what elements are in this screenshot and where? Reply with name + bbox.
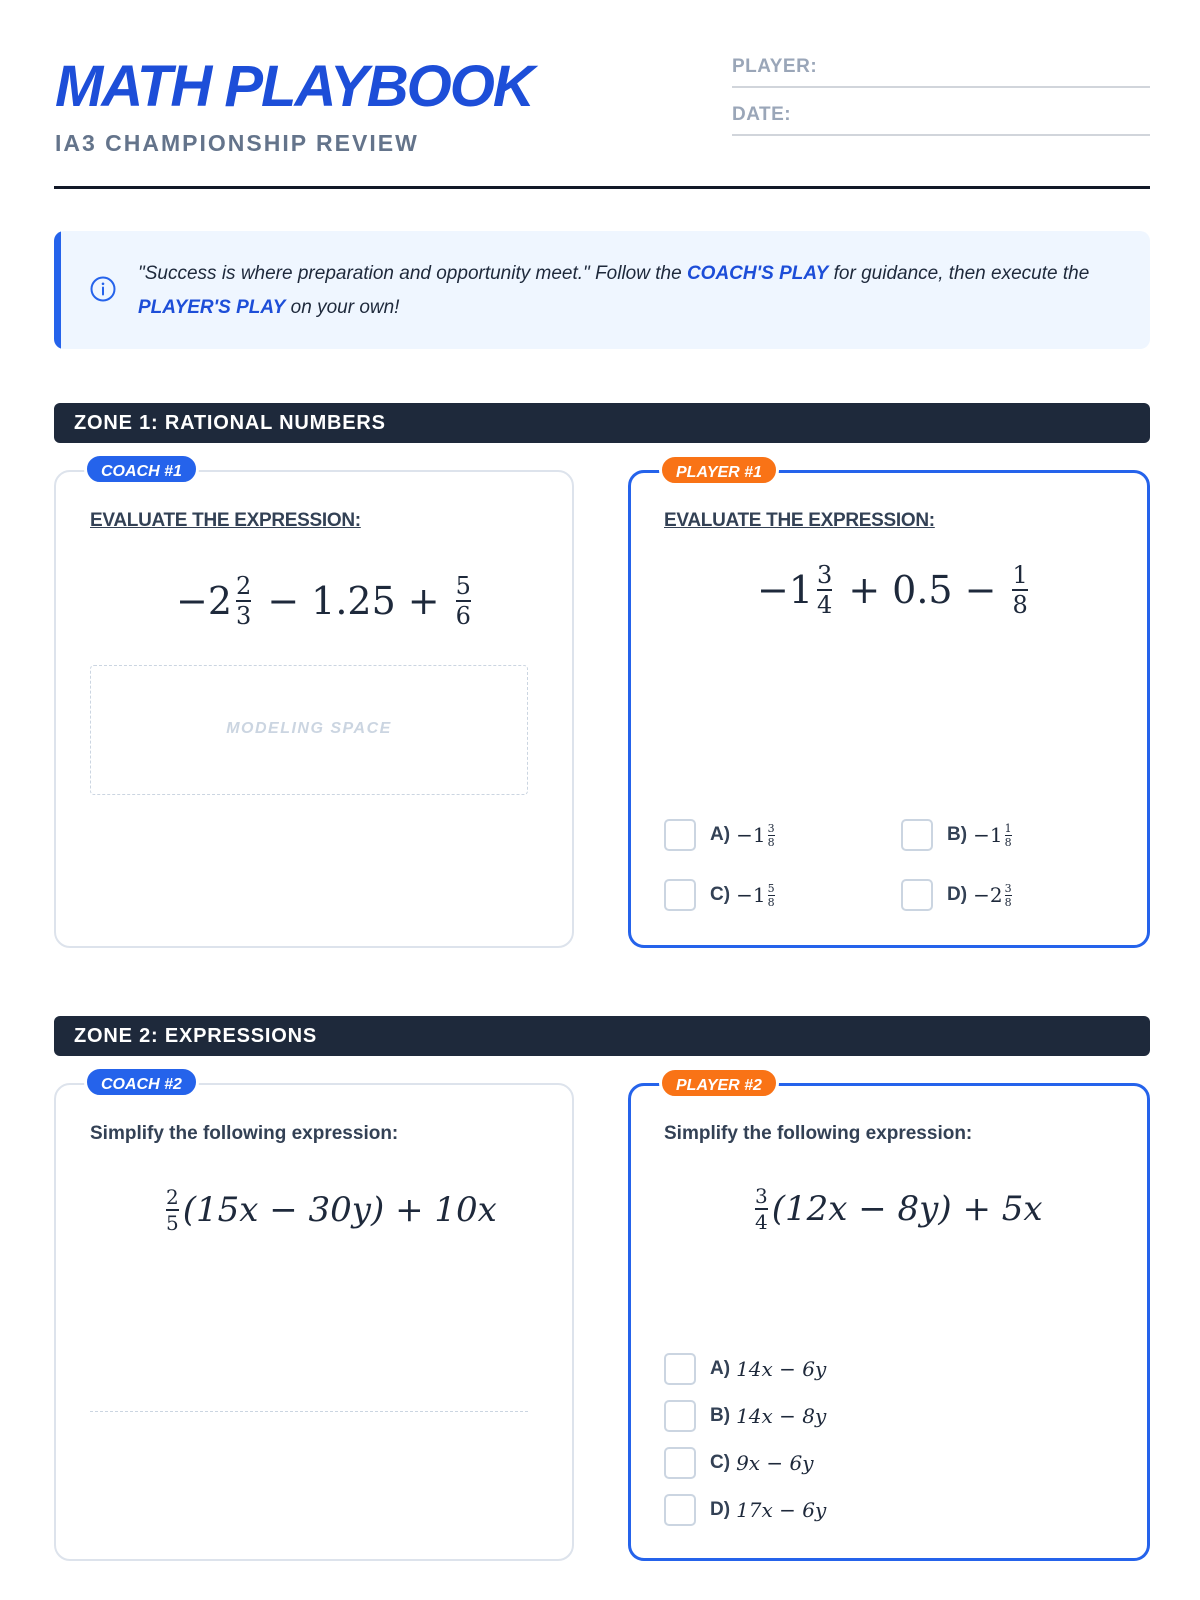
player-play-highlight: PLAYER'S PLAY	[138, 297, 286, 318]
coach-1-prompt: EVALUATE THE EXPRESSION:	[90, 510, 361, 531]
coach-1-badge: COACH #1	[84, 453, 199, 485]
date-label: DATE:	[732, 104, 792, 125]
checkbox[interactable]	[664, 879, 696, 911]
player-1-choice-a[interactable]: A) − 1 $\frac{3}{8}$	[664, 819, 777, 851]
checkbox[interactable]	[664, 1447, 696, 1479]
checkbox[interactable]	[664, 1353, 696, 1385]
player-2-choice-c[interactable]: C) 9x − 6y	[664, 1447, 814, 1479]
player-1-prompt: EVALUATE THE EXPRESSION:	[664, 510, 935, 531]
coach-2-prompt: Simplify the following expression:	[90, 1123, 399, 1144]
zone-1-header: ZONE 1: RATIONAL NUMBERS	[54, 403, 1150, 443]
player-name-field[interactable]	[732, 48, 1150, 88]
info-icon	[89, 275, 117, 303]
coach-1-expression: − 2 $\frac{2}{3}$ − 1.25 + $\frac{5}{6}$	[176, 572, 471, 630]
player-2-card	[628, 1077, 1150, 1561]
header-divider	[54, 186, 1150, 189]
page-title: MATH PLAYBOOK	[55, 54, 533, 119]
coach-play-highlight: COACH'S PLAY	[686, 263, 829, 284]
player-1-badge: PLAYER #1	[659, 454, 779, 486]
modeling-space[interactable]	[90, 665, 528, 795]
player-2-expression: $\frac{3}{4}$ (12x − 8y) + 5x	[755, 1184, 1043, 1234]
player-1-card	[628, 464, 1150, 948]
player-2-badge: PLAYER #2	[659, 1067, 779, 1099]
checkbox[interactable]	[901, 879, 933, 911]
modeling-space-label: MODELING SPACE	[226, 720, 392, 737]
coach-1-card	[54, 463, 574, 948]
zone-2-header: ZONE 2: EXPRESSIONS	[54, 1016, 1150, 1056]
player-2-choice-d[interactable]: D) 17x − 6y	[664, 1494, 826, 1526]
callout-text: "Success is where preparation and opportunity meet." Follow the COACH'S PLAY for guidance, then execute the PLAYER'S PLAY on your own!	[138, 263, 1090, 318]
checkbox[interactable]	[664, 819, 696, 851]
player-label: PLAYER:	[732, 56, 818, 77]
checkbox[interactable]	[664, 1494, 696, 1526]
coach-2-badge: COACH #2	[84, 1066, 199, 1098]
player-1-expression: − 1 $\frac{3}{4}$ + 0.5 − $\frac{1}{8}$	[757, 561, 1028, 619]
coach-2-card	[54, 1076, 574, 1561]
player-1-choice-d[interactable]: D) − 2 $\frac{3}{8}$	[901, 879, 1014, 911]
player-2-choice-b[interactable]: B) 14x − 8y	[664, 1400, 826, 1432]
player-1-choice-c[interactable]: C) − 1 $\frac{5}{8}$	[664, 879, 777, 911]
instructions-callout	[54, 231, 1150, 349]
date-field[interactable]	[732, 96, 1150, 136]
player-2-choice-a[interactable]: A) 14x − 6y	[664, 1353, 826, 1385]
checkbox[interactable]	[664, 1400, 696, 1432]
coach-2-expression: $\frac{2}{5}$ (15x − 30y) + 10x	[166, 1185, 497, 1235]
player-2-prompt: Simplify the following expression:	[664, 1123, 973, 1144]
work-line	[90, 1411, 528, 1412]
checkbox[interactable]	[901, 819, 933, 851]
page-subtitle: IA3 CHAMPIONSHIP REVIEW	[55, 130, 419, 156]
player-1-choice-b[interactable]: B) − 1 $\frac{1}{8}$	[901, 819, 1014, 851]
callout-accent-bar	[54, 231, 61, 349]
